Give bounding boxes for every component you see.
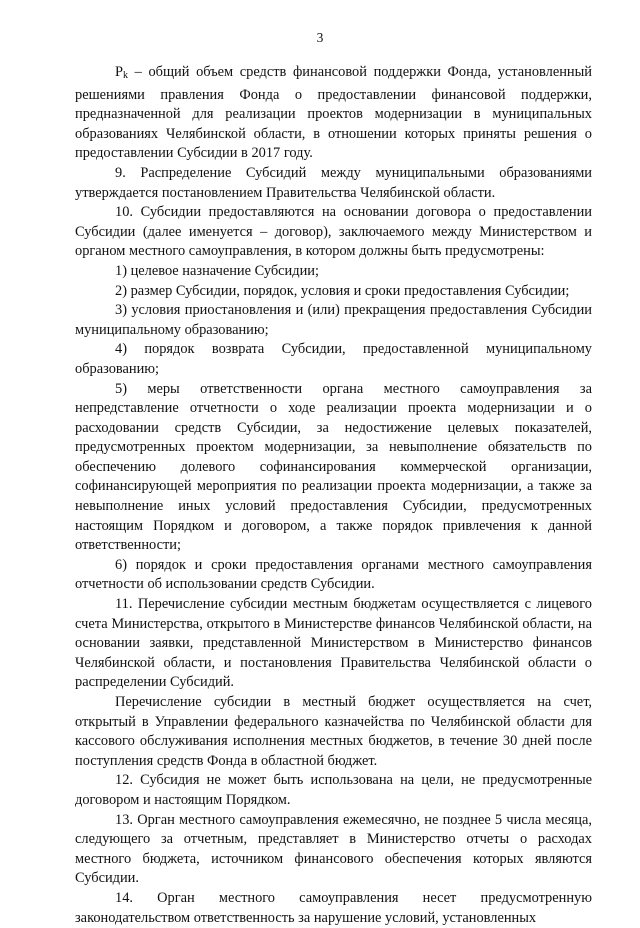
paragraph-pk-definition bbox=[75, 63, 592, 164]
pk-subscript: k bbox=[123, 70, 129, 81]
list-item-5: 5) меры ответственности органа местного самоуправления за непредставление отчетности о ходе реализации проекта модернизации и о расходовании средств Субсидии, за недостижение целевых показателей, предусмотренных проектом модернизации, за невыполнение обязательств по обеспечению долевого софинансирования коммерческой организации, софинансирующей мероприятия по реализации проекта модернизации, а также за невыполнение иных условий предоставления Субсидии, предусмотренных настоящим Порядком и договором, а также порядок привлечения к данной ответственности; bbox=[75, 380, 592, 554]
page-number: 3 bbox=[316, 30, 324, 45]
list-item-1: 1) целевое назначение Субсидии; bbox=[115, 262, 319, 279]
pk-definition-text: – общий объем средств финансовой поддержки Фонда, установленный решениями правления Фонда о предоставлении финансовой поддержки, предназначенной для реализации проектов модернизации в муниципальных образованиях Челябинской области, в отношении которых приняты решения о предоставлении Субсидии в 2017 году. bbox=[75, 64, 592, 162]
pk-symbol: P bbox=[115, 64, 124, 80]
list-item-6: 6) порядок и сроки предоставления органами местного самоуправления отчетности об использовании средств Субсидии. bbox=[75, 556, 592, 593]
list-item-3: 3) условия приостановления и (или) прекращения предоставления Субсидии муниципальному образованию; bbox=[75, 302, 592, 338]
paragraph-11: 11. Перечисление субсидии местным бюджетам осуществляется с лицевого счета Министерства, открытого в Министерстве финансов Челябинской области, на основании заявки, представленной Министерством в Министерство финансов Челябинской области, и постановления Правительства Челябинской области о распределении Субсидий. bbox=[75, 596, 592, 691]
paragraph-9: 9. Распределение Субсидий между муниципальными образованиями утверждается постановлением Правительства Челябинской области. bbox=[75, 164, 592, 201]
document-body bbox=[75, 63, 592, 928]
paragraph-10: 10. Субсидии предоставляются на основании договора о предоставлении Субсидии (далее именуется – договор), заключаемого между Министерством и органом местного самоуправления, в котором должны быть предусмотрены: bbox=[75, 204, 592, 260]
list-item-4: 4) порядок возврата Субсидии, предоставленной муниципальному образованию; bbox=[75, 341, 592, 377]
paragraph-12: 12. Субсидия не может быть использована на цели, не предусмотренные договором и настоящим Порядком. bbox=[75, 772, 592, 808]
paragraph-11-transfer: Перечисление субсидии в местный бюджет осуществляется на счет, открытый в Управлении федерального казначейства по Челябинской области для кассового обслуживания исполнения местных бюджетов, в течение 30 дней после поступления средств Фонда в областной бюджет. bbox=[75, 694, 592, 769]
list-item-2: 2) размер Субсидии, порядок, условия и сроки предоставления Субсидии; bbox=[115, 282, 570, 299]
paragraph-13: 13. Орган местного самоуправления ежемесячно, не позднее 5 числа месяца, следующего за отчетным, представляет в Министерство отчеты о расходах местного бюджета, источником финансового обеспечения которых являются Субсидии. bbox=[75, 811, 592, 887]
paragraph-14: 14. Орган местного самоуправления несет предусмотренную законодательством ответственность за нарушение условий, установленных bbox=[75, 889, 592, 926]
